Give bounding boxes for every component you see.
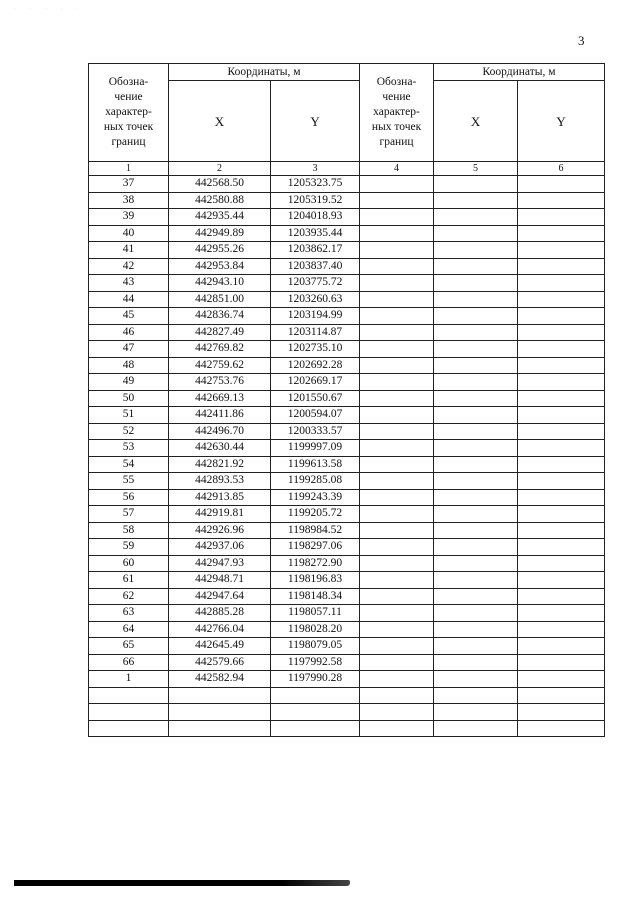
x-cell-right [434,407,518,424]
y-cell: 1203862.17 [271,242,360,259]
y-cell: 1205323.75 [271,176,360,193]
empty-table-row [89,720,605,737]
column-number: 3 [271,162,360,176]
table-row [89,275,605,292]
x-cell-right [434,555,518,572]
y-cell: 1202669.17 [271,374,360,391]
x-cell: 442947.64 [169,588,271,605]
point-cell-right [360,308,434,325]
x-cell: 442913.85 [169,489,271,506]
x-cell: 442759.62 [169,357,271,374]
header-point-designation-left: Обозна- чение характер- ных точек границ [89,64,169,162]
x-cell-right [434,324,518,341]
table-row [89,341,605,358]
point-cell: 51 [89,407,169,424]
table-row [89,192,605,209]
x-cell-right [434,440,518,457]
column-number: 4 [360,162,434,176]
point-cell-right [360,176,434,193]
y-cell: 1199613.58 [271,456,360,473]
empty-cell [434,687,518,704]
point-cell-right [360,440,434,457]
x-cell: 442948.71 [169,572,271,589]
y-cell: 1201550.67 [271,390,360,407]
y-cell: 1204018.93 [271,209,360,226]
point-cell-right [360,588,434,605]
x-cell: 442937.06 [169,539,271,556]
y-cell: 1199205.72 [271,506,360,523]
x-cell: 442582.94 [169,671,271,688]
y-cell-right [518,176,605,193]
y-cell-right [518,572,605,589]
y-cell-right [518,357,605,374]
table-row [89,390,605,407]
empty-cell [518,687,605,704]
point-cell-right [360,324,434,341]
empty-cell [434,704,518,721]
point-cell: 55 [89,473,169,490]
y-cell-right [518,308,605,325]
empty-cell [169,720,271,737]
point-cell: 60 [89,555,169,572]
y-cell-right [518,605,605,622]
y-cell: 1198057.11 [271,605,360,622]
point-cell: 52 [89,423,169,440]
y-cell-right [518,621,605,638]
y-cell: 1198028.20 [271,621,360,638]
coordinates-table-body [89,176,605,737]
x-cell-right [434,539,518,556]
header-coordinates-left: Координаты, м [169,64,360,81]
x-cell: 442926.96 [169,522,271,539]
table-row [89,489,605,506]
x-cell: 442630.44 [169,440,271,457]
point-cell-right [360,539,434,556]
point-cell: 59 [89,539,169,556]
y-cell: 1202692.28 [271,357,360,374]
x-cell: 442568.50 [169,176,271,193]
table-row [89,291,605,308]
y-cell-right [518,671,605,688]
y-cell-right [518,638,605,655]
scan-edge-bar [14,880,350,886]
y-cell: 1203935.44 [271,225,360,242]
empty-cell [518,704,605,721]
y-cell-right [518,654,605,671]
x-cell-right [434,588,518,605]
point-cell-right [360,192,434,209]
x-cell-right [434,209,518,226]
y-cell: 1197990.28 [271,671,360,688]
y-cell-right [518,456,605,473]
point-cell: 50 [89,390,169,407]
point-cell-right [360,605,434,622]
x-cell: 442827.49 [169,324,271,341]
table-row [89,555,605,572]
x-cell: 442645.49 [169,638,271,655]
point-cell-right [360,522,434,539]
x-cell-right [434,423,518,440]
column-number: 6 [518,162,605,176]
table-row [89,473,605,490]
y-cell-right [518,258,605,275]
empty-cell [169,704,271,721]
y-cell: 1198079.05 [271,638,360,655]
point-cell-right [360,423,434,440]
point-cell-right [360,242,434,259]
point-cell: 44 [89,291,169,308]
y-cell-right [518,588,605,605]
x-cell-right [434,374,518,391]
point-cell: 57 [89,506,169,523]
header-coordinates-right: Координаты, м [434,64,605,81]
x-cell: 442753.76 [169,374,271,391]
point-cell: 64 [89,621,169,638]
column-number: 1 [89,162,169,176]
point-cell-right [360,555,434,572]
y-cell: 1205319.52 [271,192,360,209]
x-cell-right [434,605,518,622]
point-cell-right [360,638,434,655]
header-point-designation-right: Обозна- чение характер- ных точек границ [360,64,434,162]
empty-cell [169,687,271,704]
point-cell: 61 [89,572,169,589]
header-x-right: X [434,81,518,162]
empty-cell [518,720,605,737]
empty-table-row [89,704,605,721]
x-cell-right [434,176,518,193]
header-x-left: X [169,81,271,162]
x-cell: 442836.74 [169,308,271,325]
y-cell-right [518,522,605,539]
point-cell-right [360,407,434,424]
point-cell-right [360,456,434,473]
y-cell-right [518,555,605,572]
empty-cell [271,704,360,721]
y-cell: 1198196.83 [271,572,360,589]
y-cell: 1199997.09 [271,440,360,457]
x-cell: 442851.00 [169,291,271,308]
point-cell-right [360,473,434,490]
x-cell: 442919.81 [169,506,271,523]
x-cell-right [434,522,518,539]
point-cell: 56 [89,489,169,506]
table-row [89,225,605,242]
y-cell-right [518,242,605,259]
point-cell: 66 [89,654,169,671]
x-cell-right [434,456,518,473]
point-cell: 38 [89,192,169,209]
x-cell: 442947.93 [169,555,271,572]
table-row [89,176,605,193]
header-y-left: Y [271,81,360,162]
point-cell: 39 [89,209,169,226]
x-cell-right [434,258,518,275]
y-cell: 1198297.06 [271,539,360,556]
point-cell-right [360,291,434,308]
empty-cell [434,720,518,737]
empty-cell [360,720,434,737]
y-cell-right [518,324,605,341]
point-cell: 49 [89,374,169,391]
y-cell: 1203837.40 [271,258,360,275]
x-cell: 442893.53 [169,473,271,490]
y-cell: 1200594.07 [271,407,360,424]
y-cell-right [518,423,605,440]
table-row [89,456,605,473]
y-cell-right [518,539,605,556]
x-cell-right [434,506,518,523]
x-cell-right [434,357,518,374]
empty-cell [271,687,360,704]
y-cell-right [518,440,605,457]
x-cell: 442955.26 [169,242,271,259]
y-cell: 1198984.52 [271,522,360,539]
page-number: 3 [578,33,585,48]
y-cell-right [518,473,605,490]
x-cell: 442949.89 [169,225,271,242]
table-row [89,654,605,671]
x-cell-right [434,473,518,490]
scan-noise: · · · · · [14,6,84,12]
y-cell-right [518,390,605,407]
point-cell: 41 [89,242,169,259]
table-row [89,357,605,374]
x-cell: 442669.13 [169,390,271,407]
point-cell-right [360,621,434,638]
header-y-right: Y [518,81,605,162]
y-cell: 1203114.87 [271,324,360,341]
point-cell-right [360,341,434,358]
table-row [89,308,605,325]
table-row [89,522,605,539]
x-cell-right [434,621,518,638]
y-cell: 1200333.57 [271,423,360,440]
table-row [89,242,605,259]
y-cell-right [518,209,605,226]
x-cell-right [434,638,518,655]
empty-cell [360,704,434,721]
point-cell: 63 [89,605,169,622]
table-row [89,671,605,688]
x-cell-right [434,291,518,308]
column-number: 2 [169,162,271,176]
y-cell: 1203775.72 [271,275,360,292]
column-number: 5 [434,162,518,176]
empty-cell [89,687,169,704]
y-cell: 1203194.99 [271,308,360,325]
point-cell-right [360,275,434,292]
x-cell: 442411.86 [169,407,271,424]
x-cell: 442579.66 [169,654,271,671]
x-cell: 442885.28 [169,605,271,622]
point-cell: 54 [89,456,169,473]
x-cell: 442766.04 [169,621,271,638]
empty-cell [360,687,434,704]
column-number-row [89,162,605,176]
coordinates-table [88,63,605,737]
point-cell: 65 [89,638,169,655]
table-row [89,588,605,605]
x-cell-right [434,489,518,506]
point-cell-right [360,357,434,374]
table-row [89,407,605,424]
table-row [89,539,605,556]
x-cell-right [434,654,518,671]
point-cell: 46 [89,324,169,341]
table-row [89,258,605,275]
y-cell-right [518,275,605,292]
x-cell: 442953.84 [169,258,271,275]
point-cell: 37 [89,176,169,193]
x-cell-right [434,390,518,407]
point-cell: 42 [89,258,169,275]
x-cell: 442580.88 [169,192,271,209]
empty-cell [89,720,169,737]
table-row [89,440,605,457]
point-cell-right [360,390,434,407]
point-cell: 43 [89,275,169,292]
y-cell: 1203260.63 [271,291,360,308]
point-cell: 53 [89,440,169,457]
point-cell: 58 [89,522,169,539]
x-cell: 442496.70 [169,423,271,440]
y-cell: 1197992.58 [271,654,360,671]
table-row [89,572,605,589]
point-cell-right [360,489,434,506]
x-cell-right [434,671,518,688]
x-cell-right [434,341,518,358]
point-cell: 62 [89,588,169,605]
point-cell: 48 [89,357,169,374]
point-cell-right [360,258,434,275]
y-cell-right [518,341,605,358]
y-cell-right [518,374,605,391]
point-cell-right [360,225,434,242]
x-cell-right [434,192,518,209]
table-row [89,605,605,622]
y-cell: 1198272.90 [271,555,360,572]
y-cell: 1202735.10 [271,341,360,358]
y-cell-right [518,506,605,523]
table-row [89,374,605,391]
point-cell-right [360,572,434,589]
y-cell-right [518,192,605,209]
y-cell-right [518,489,605,506]
table-row [89,324,605,341]
point-cell: 45 [89,308,169,325]
y-cell: 1198148.34 [271,588,360,605]
table-row [89,621,605,638]
empty-cell [271,720,360,737]
x-cell: 442935.44 [169,209,271,226]
x-cell-right [434,242,518,259]
point-cell-right [360,374,434,391]
point-cell: 47 [89,341,169,358]
y-cell-right [518,291,605,308]
point-cell-right [360,654,434,671]
y-cell: 1199243.39 [271,489,360,506]
x-cell-right [434,572,518,589]
table-row [89,506,605,523]
empty-cell [89,704,169,721]
point-cell: 40 [89,225,169,242]
y-cell-right [518,225,605,242]
point-cell-right [360,209,434,226]
point-cell: 1 [89,671,169,688]
point-cell-right [360,506,434,523]
table-row [89,638,605,655]
table-row [89,423,605,440]
empty-table-row [89,687,605,704]
y-cell-right [518,407,605,424]
y-cell: 1199285.08 [271,473,360,490]
x-cell: 442769.82 [169,341,271,358]
x-cell: 442821.92 [169,456,271,473]
x-cell-right [434,275,518,292]
x-cell-right [434,225,518,242]
x-cell: 442943.10 [169,275,271,292]
x-cell-right [434,308,518,325]
point-cell-right [360,671,434,688]
table-row [89,209,605,226]
